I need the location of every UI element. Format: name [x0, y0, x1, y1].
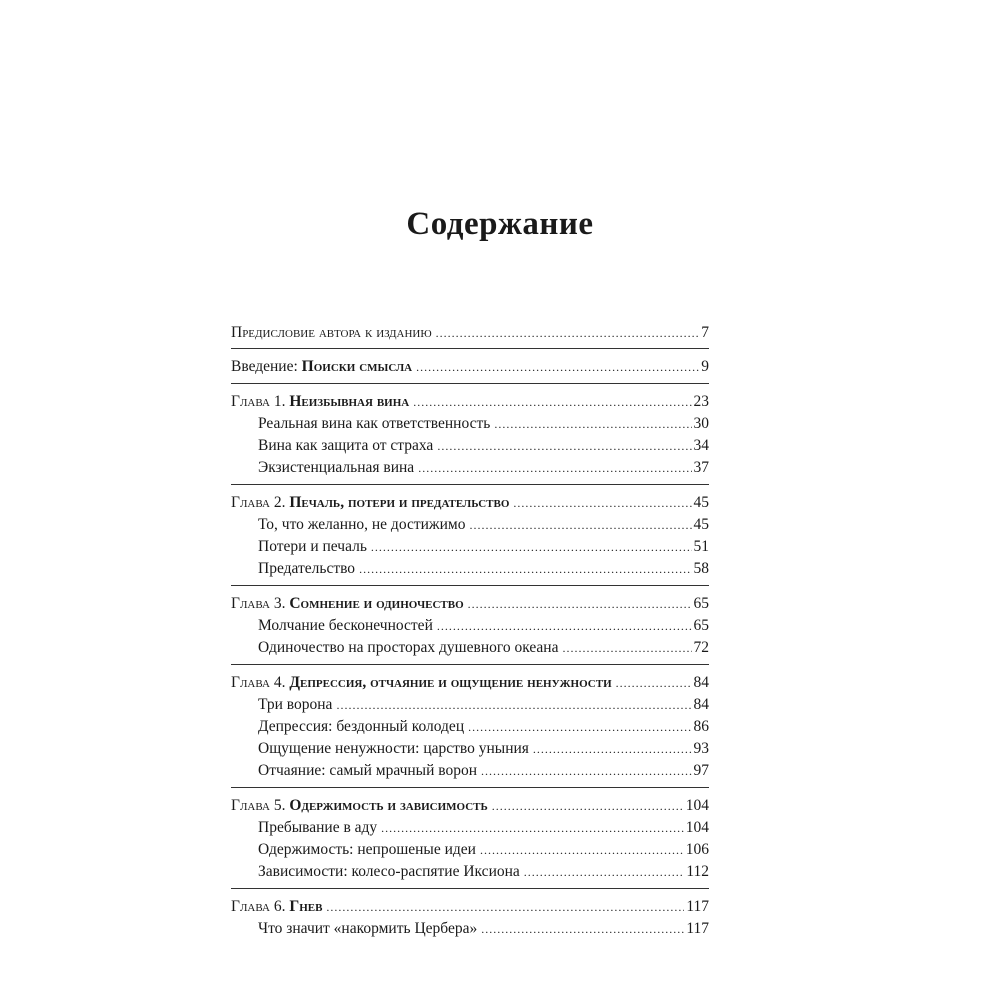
toc-subentry[interactable]: [231, 615, 709, 637]
dot-leader: [468, 593, 692, 615]
toc-entry-prefix: Глава 3.: [231, 595, 286, 612]
toc-entry-label: Предисловие автора к изданию: [231, 324, 432, 341]
toc-entry-label: Экзистенциальная вина: [258, 459, 415, 476]
dot-leader: [481, 760, 691, 782]
toc-entry-label: Одиночество на просторах душевного океана: [258, 639, 559, 656]
toc-subentry[interactable]: [231, 760, 709, 782]
toc-entry-prefix: Введение:: [231, 358, 298, 375]
toc-subentry[interactable]: [231, 817, 709, 839]
toc-entry-label: Что значит «накормить Цербера»: [258, 920, 478, 937]
dot-leader: [513, 492, 691, 514]
toc-page-number: 45: [693, 516, 709, 533]
toc-entry-label: Отчаяние: самый мрачный ворон: [258, 762, 478, 779]
toc-entry-title: Одержимость и зависимость: [289, 797, 488, 814]
toc-page-number: 30: [693, 415, 709, 432]
toc-entry-label: Ощущение ненужности: царство уныния: [258, 740, 529, 757]
toc-entry-title: Неизбывная вина: [289, 393, 410, 410]
toc-subentry[interactable]: [231, 514, 709, 536]
toc-entry-label: Пребывание в аду: [258, 819, 378, 836]
toc-subentry[interactable]: [231, 558, 709, 580]
toc-entry-label: Предательство: [258, 560, 356, 577]
dot-leader: [416, 356, 699, 378]
table-of-contents: [231, 322, 709, 940]
toc-page-number: 9: [701, 358, 709, 375]
section-divider: [231, 484, 709, 485]
toc-page-number: 97: [693, 762, 709, 779]
dot-leader: [616, 672, 692, 694]
toc-page-number: 37: [693, 459, 709, 476]
toc-subentry[interactable]: [231, 839, 709, 861]
toc-entry-label: Молчание бесконечностей: [258, 617, 433, 634]
toc-page-number: 86: [693, 718, 709, 735]
toc-chapter-2[interactable]: [231, 492, 709, 514]
toc-subentry[interactable]: [231, 457, 709, 479]
toc-page-number: 117: [686, 920, 709, 937]
page-title: Содержание: [406, 206, 594, 242]
toc-entry-title: Поиски смысла: [301, 358, 413, 375]
toc-page-number: 106: [685, 841, 709, 858]
dot-leader: [524, 861, 685, 883]
dot-leader: [418, 457, 691, 479]
toc-entry-prefix: Глава 4.: [231, 674, 286, 691]
dot-leader: [468, 716, 691, 738]
dot-leader: [437, 435, 691, 457]
toc-subentry[interactable]: [231, 413, 709, 435]
dot-leader: [437, 615, 692, 637]
toc-page-number: 7: [701, 324, 709, 341]
toc-entry-intro[interactable]: [231, 356, 709, 378]
toc-page-number: 117: [686, 898, 709, 915]
dot-leader: [371, 536, 692, 558]
toc-subentry[interactable]: [231, 435, 709, 457]
toc-entry-label: Вина как защита от страха: [258, 437, 434, 454]
toc-entry-title: Депрессия, отчаяние и ощущение ненужности: [289, 674, 612, 691]
toc-page-number: 72: [693, 639, 709, 656]
section-divider: [231, 585, 709, 586]
toc-entry-label: Депрессия: бездонный колодец: [258, 718, 465, 735]
toc-page-number: 58: [693, 560, 709, 577]
toc-chapter-1[interactable]: [231, 391, 709, 413]
dot-leader: [533, 738, 692, 760]
toc-entry-prefix: Глава 5.: [231, 797, 286, 814]
dot-leader: [413, 391, 691, 413]
toc-chapter-6[interactable]: [231, 896, 709, 918]
toc-entry-preface[interactable]: [231, 322, 709, 344]
toc-entry-prefix: Глава 1.: [231, 393, 286, 410]
toc-chapter-3[interactable]: [231, 593, 709, 615]
toc-page-number: 34: [693, 437, 709, 454]
toc-page-number: 104: [685, 797, 709, 814]
toc-subentry[interactable]: [231, 918, 709, 940]
toc-page-number: 84: [693, 696, 709, 713]
dot-leader: [336, 694, 691, 716]
toc-entry-prefix: Глава 2.: [231, 494, 286, 511]
dot-leader: [562, 637, 691, 659]
toc-entry-label: Зависимости: колесо-распятие Иксиона: [258, 863, 520, 880]
dot-leader: [326, 896, 684, 918]
dot-leader: [480, 839, 684, 861]
toc-subentry[interactable]: [231, 861, 709, 883]
toc-page-number: 45: [693, 494, 709, 511]
section-divider: [231, 383, 709, 384]
dot-leader: [359, 558, 691, 580]
toc-entry-label: Одержимость: непрошеные идеи: [258, 841, 476, 858]
toc-entry-prefix: Глава 6.: [231, 898, 286, 915]
toc-entry-title: Сомнение и одиночество: [289, 595, 464, 612]
toc-entry-label: Три ворона: [258, 696, 333, 713]
dot-leader: [492, 795, 684, 817]
dot-leader: [436, 322, 700, 344]
toc-page-number: 65: [693, 617, 709, 634]
toc-subentry[interactable]: [231, 716, 709, 738]
toc-subentry[interactable]: [231, 637, 709, 659]
dot-leader: [494, 413, 691, 435]
toc-page-number: 104: [685, 819, 709, 836]
toc-page-number: 84: [693, 674, 709, 691]
section-divider: [231, 348, 709, 349]
toc-subentry[interactable]: [231, 738, 709, 760]
toc-entry-label: То, что желанно, не достижимо: [258, 516, 466, 533]
toc-entry-title: Печаль, потери и предательство: [289, 494, 510, 511]
dot-leader: [481, 918, 684, 940]
toc-page-number: 51: [693, 538, 709, 555]
toc-chapter-5[interactable]: [231, 795, 709, 817]
section-divider: [231, 664, 709, 665]
toc-page-number: 23: [693, 393, 709, 410]
toc-subentry[interactable]: [231, 536, 709, 558]
toc-page-number: 93: [693, 740, 709, 757]
dot-leader: [469, 514, 691, 536]
toc-entry-title: Гнев: [289, 898, 323, 915]
section-divider: [231, 888, 709, 889]
toc-subentry[interactable]: [231, 694, 709, 716]
dot-leader: [381, 817, 684, 839]
toc-page-number: 112: [686, 863, 709, 880]
toc-entry-label: Реальная вина как ответственность: [258, 415, 491, 432]
toc-chapter-4[interactable]: [231, 672, 709, 694]
section-divider: [231, 787, 709, 788]
toc-page-number: 65: [693, 595, 709, 612]
toc-entry-label: Потери и печаль: [258, 538, 367, 555]
